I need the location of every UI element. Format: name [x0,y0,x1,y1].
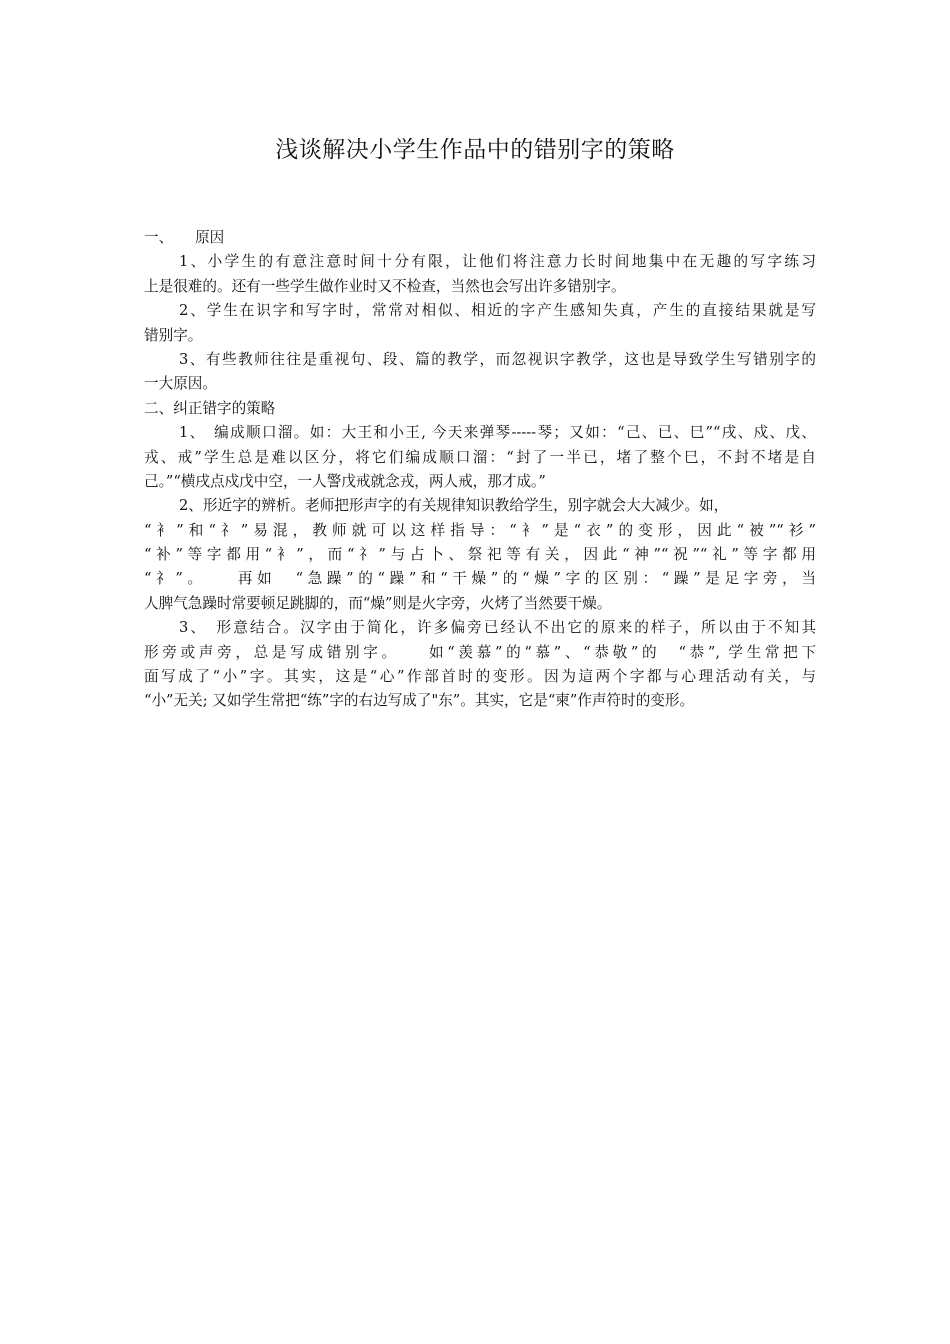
paragraph-line: 3、 形意结合。汉字由于简化，许多偏旁已经认不出它的原来的样子，所以由于不知其 [179,619,816,637]
paragraph-line: “衤”和“礻”易混，教师就可以这样指导：“衤”是“衣”的变形，因此“被”“衫” [144,521,816,539]
paragraph-line: 2、形近字的辨析。老师把形声字的有关规律知识教给学生，别字就会大大减少。如， [179,497,729,515]
paragraph-line: 3、有些教师往往是重视句、段、篇的教学，而忽视识字教学，这也是导致学生写错别字的 [179,350,816,368]
section-heading-causes: 一、 原因 [144,229,225,246]
paragraph-line: “补”等字都用“衤”，而“礻”与占卜、祭祀等有关，因此“神”“祝”“礼”等字都用 [144,546,816,564]
document-body [144,226,816,714]
paragraph-line: “礻”。 再如 “急躁”的“躁”和“干燥”的“燥”字的区别：“躁”是足字旁，当 [144,570,816,588]
paragraph-line: 形旁或声旁，总是写成错别字。 如“羡慕”的“慕”、“恭敬”的 “恭”, 学生常把下 [144,643,816,661]
section-heading-strategies: 二、纠正错字的策略 [144,399,276,417]
paragraph-line: 1、小学生的有意注意时间十分有限，让他们将注意力长时间地集中在无趣的写字练习 [179,253,816,271]
paragraph-line: 1、 编成顺口溜。如：大王和小王, 今天来弹琴-----琴；又如：“己、已、巳”“戌、戍、戊、 [179,424,816,442]
paragraph-line: 2、学生在识字和写字时，常常对相似、相近的字产生感知失真，产生的直接结果就是写 [179,302,816,320]
paragraph-line: “小”无关; 又如学生常把“练”字的右边写成了"东”。其实，它是“柬”作声符时的变形。 [144,692,695,710]
paragraph-line: 一大原因。 [144,375,217,393]
paragraph-line: 面写成了“小”字。其实，这是“心”作部首时的变形。因为這两个字都与心理活动有关，与 [144,668,816,686]
paragraph-line: 戎、戒”学生总是难以区分，将它们编成顺口溜：“封了一半已，堵了整个巳，不封不堵是自 [144,448,816,466]
document-title: 浅谈解决小学生作品中的错别字的策略 [275,137,675,163]
paragraph-line: 人脾气急躁时常要顿足跳脚的，而“燥”则是火字旁，火烤了当然要干燥。 [144,594,612,612]
paragraph-line: 上是很难的。还有一些学生做作业时又不检查，当然也会写出许多错别字。 [144,277,626,295]
paragraph-line: 己。”“横戌点戍戊中空，一人警戊戒就念戎，两人戒，那才成。” [144,472,546,490]
paragraph-line: 错别字。 [144,326,203,344]
